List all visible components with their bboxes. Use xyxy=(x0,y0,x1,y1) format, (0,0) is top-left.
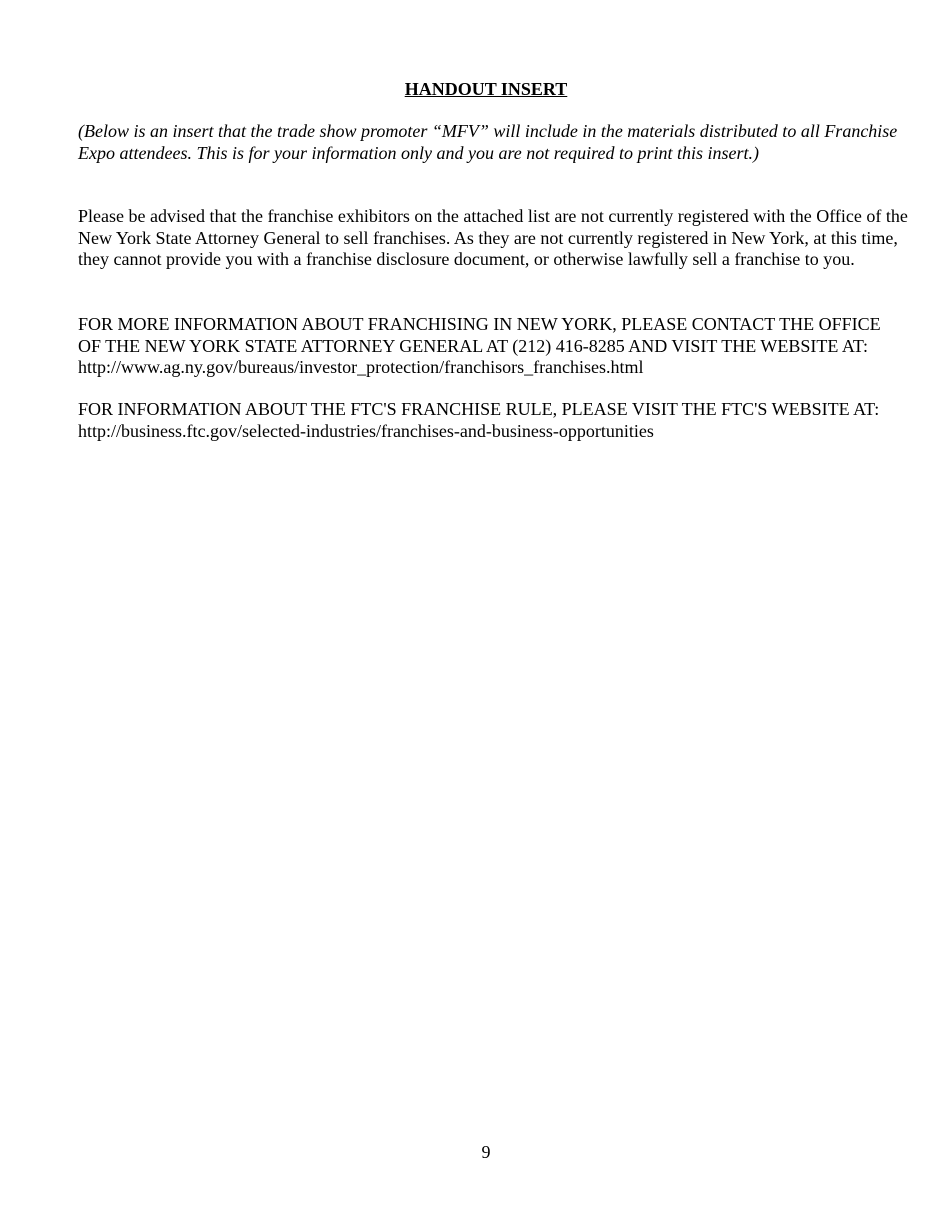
italic-note: (Below is an insert that the trade show promoter “MFV” will include in the materials distributed to all Franchise Expo attendees. This is for your information only and you are not required to print this insert.) xyxy=(78,121,898,163)
ftc-info-paragraph: FOR INFORMATION ABOUT THE FTC'S FRANCHISE RULE, PLEASE VISIT THE FTC'S WEBSITE AT: http://business.ftc.gov/selected-industries/franchises-and-business-opportunities xyxy=(78,399,880,441)
page-number: 9 xyxy=(481,1142,491,1162)
advisory-paragraph: Please be advised that the franchise exhibitors on the attached list are not currently registered with the Office of the New York State Attorney General to sell franchises. As they are not currently registered in New York, at this time, they cannot provide you with a franchise disclosure document, or otherwise lawfully sell a franchise to you. xyxy=(78,206,908,269)
document-title: HANDOUT INSERT xyxy=(404,79,568,99)
ny-info-paragraph: FOR MORE INFORMATION ABOUT FRANCHISING IN NEW YORK, PLEASE CONTACT THE OFFICE OF THE NEW YORK STATE ATTORNEY GENERAL AT (212) 416-8285 AND VISIT THE WEBSITE AT: http://www.ag.ny.gov/bureaus/investor_protection/franchisors_franchises.html xyxy=(78,314,881,377)
